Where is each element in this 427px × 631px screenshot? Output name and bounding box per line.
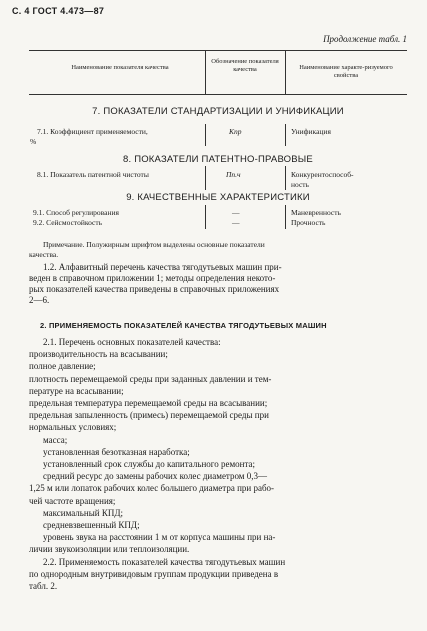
text-line: 2.1. Перечень основных показателей качества: xyxy=(43,337,221,347)
row-symbol: Пп.ч xyxy=(226,170,241,179)
text-line: нормальных условиях; xyxy=(29,422,117,433)
column-header-property: Наименование характе-ризуемого свойства xyxy=(299,64,393,79)
text-line: 2.2. Применяемость показателей качества тягодутьевых машин xyxy=(43,556,286,567)
column-separator xyxy=(285,124,286,146)
section-title-qualitative: 9. КАЧЕСТВЕННЫЕ ХАРАКТЕРИСТИКИ xyxy=(126,192,310,203)
note-line: Примечание. Полужирным шрифтом выделены основные показатели xyxy=(43,240,265,249)
column-separator xyxy=(285,166,286,190)
text-line: по однородным внутривидовым группам продукции приведена в xyxy=(29,568,279,579)
text-line: плотность перемещаемой среды при заданных давлении и тем- xyxy=(29,373,272,384)
row-property: Прочность xyxy=(291,218,326,227)
row-name: 8.1. Показатель патентной чистоты xyxy=(37,170,149,179)
row-name: 9.1. Способ регулирования xyxy=(33,208,119,217)
text-line: 2—6. xyxy=(29,295,50,305)
row-symbol: Kпр xyxy=(229,127,242,136)
column-separator xyxy=(205,50,206,94)
table-note-continuation xyxy=(29,250,409,260)
column-separator xyxy=(205,124,206,146)
text-line: максимальный КПД; xyxy=(43,507,123,518)
text-line: 1.2. Алфавитный перечень качества тягодутьевых машин при- xyxy=(43,262,282,272)
section-2-body xyxy=(29,336,409,592)
row-name: 7.1. Коэффициент применяемости, xyxy=(37,127,148,136)
section-heading: 2. ПРИМЕНЯЕМОСТЬ ПОКАЗАТЕЛЕЙ КАЧЕСТВА ТЯГОДУТЬЕВЫХ МАШИН xyxy=(40,321,327,330)
text-line: предельная запыленность (примесь) перемещаемой среды при xyxy=(29,410,269,421)
row-property: Маневренность xyxy=(291,208,341,217)
column-separator xyxy=(205,205,206,229)
row-symbol: — xyxy=(232,208,240,217)
row-property-continuation: ность xyxy=(291,180,309,189)
text-line: производительность на всасывании; xyxy=(29,349,168,360)
column-header-symbol: Обозначение показателя качества xyxy=(211,58,279,73)
row-property: Конкурентоспособ- xyxy=(291,170,354,179)
text-line: предельная температура перемещаемой среды на всасывании; xyxy=(29,398,268,409)
column-separator xyxy=(205,166,206,190)
table-continuation-label: Продолжение табл. 1 xyxy=(323,34,407,44)
text-line: чей частоте вращения; xyxy=(29,495,116,506)
text-line: личии звукоизоляции или теплоизоляции. xyxy=(29,544,190,555)
table-top-rule xyxy=(29,50,407,51)
row-symbol: — xyxy=(232,218,240,227)
table-header-rule xyxy=(29,94,407,95)
text-line: веден в справочном приложении 1; методы определения некото- xyxy=(29,273,276,283)
text-line: полное давление; xyxy=(29,361,96,372)
percent-mark: % xyxy=(30,137,37,146)
text-line: пературе на всасывании; xyxy=(29,385,124,396)
table-note xyxy=(43,240,413,250)
column-header-name: Наименование показателя качества xyxy=(71,64,169,71)
text-line: табл. 2. xyxy=(29,581,58,592)
text-line: масса; xyxy=(43,434,68,445)
text-line: уровень звука на расстоянии 1 м от корпуса машины при на- xyxy=(43,532,276,543)
column-separator xyxy=(285,205,286,229)
column-separator xyxy=(285,50,286,94)
section-title-standardization: 7. ПОКАЗАТЕЛИ СТАНДАРТИЗАЦИИ И УНИФИКАЦИИ xyxy=(92,106,344,117)
text-line: установленная безотказная наработка; xyxy=(43,446,190,457)
paragraph-1-2 xyxy=(29,262,409,306)
text-line: средний ресурс до замены рабочих колес диаметром 0,3— xyxy=(43,471,268,482)
text-line: средневзвешенный КПД; xyxy=(43,520,140,531)
row-name: 9.2. Сейсмостойкость xyxy=(33,218,103,227)
section-title-patent: 8. ПОКАЗАТЕЛИ ПАТЕНТНО-ПРАВОВЫЕ xyxy=(123,154,313,165)
row-property: Унификация xyxy=(291,127,331,136)
note-line: качества. xyxy=(29,250,59,259)
text-line: рых показателей качества приведены в справочных приложениях xyxy=(29,284,280,294)
page-reference: С. 4 ГОСТ 4.473—87 xyxy=(12,6,105,16)
text-line: установленный срок службы до капитального ремонта; xyxy=(43,459,256,470)
text-line: 1,25 м или лопаток рабочих колес большего диаметра при рабо- xyxy=(29,483,275,494)
